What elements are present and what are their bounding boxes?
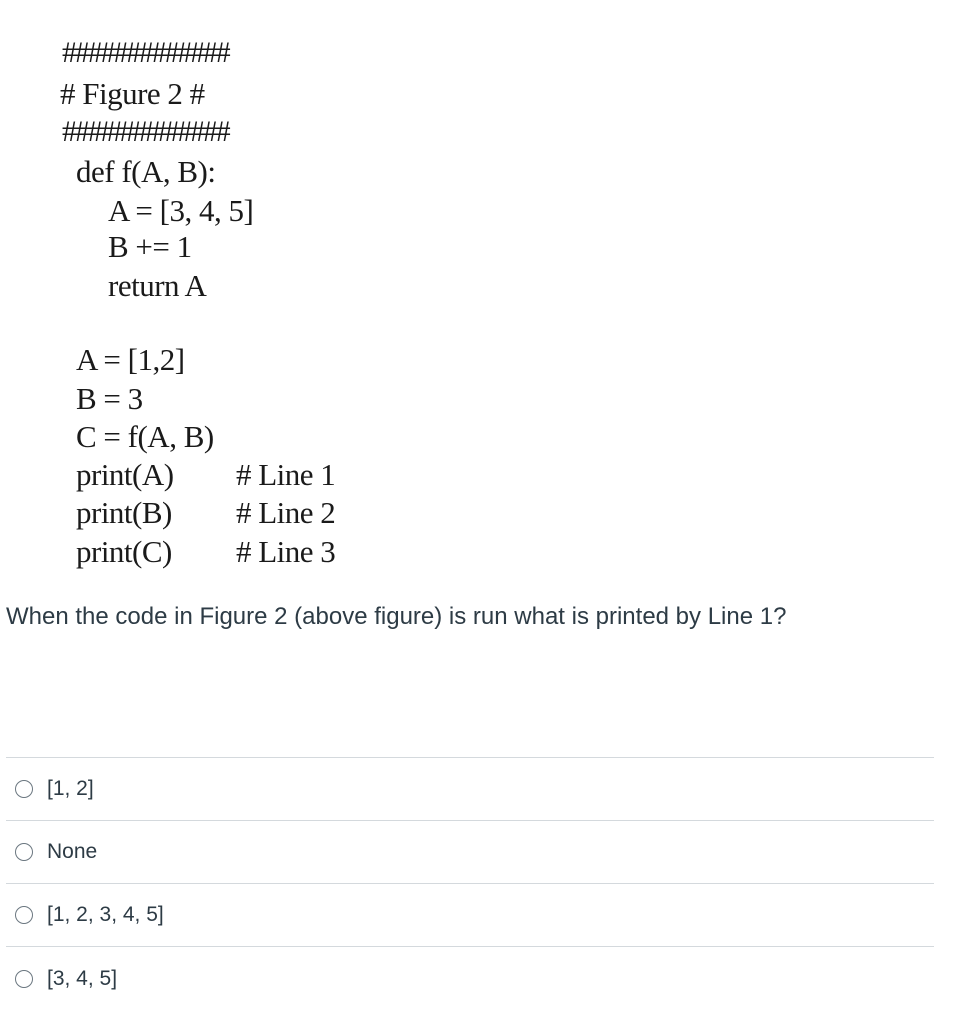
- code-comment-line-3: # Line 3: [236, 534, 336, 569]
- answer-label: [1, 2]: [47, 777, 94, 800]
- code-comment-line-2: # Line 2: [236, 495, 336, 530]
- code-line-print-a: print(A): [76, 457, 174, 492]
- code-line-hash-border-bottom: #############: [62, 115, 229, 148]
- code-line-assign-b: B = 3: [76, 381, 143, 416]
- answer-label: None: [47, 840, 98, 863]
- code-line-assign-a: A = [1,2]: [76, 342, 185, 377]
- answer-option[interactable]: [6, 946, 934, 1010]
- answer-option[interactable]: [6, 820, 934, 883]
- question-text: When the code in Figure 2 (above figure) is run what is printed by Line 1?: [6, 603, 787, 630]
- code-line-assign-a-in-func: A = [3, 4, 5]: [108, 193, 254, 228]
- answer-label: [3, 4, 5]: [47, 966, 118, 990]
- code-comment-line-1: # Line 1: [236, 457, 336, 492]
- code-line-def: def f(A, B):: [76, 154, 216, 189]
- code-line-print-c: print(C): [76, 534, 172, 569]
- code-line-print-b: print(B): [76, 495, 172, 530]
- radio-button-icon[interactable]: [15, 970, 33, 988]
- radio-button-icon[interactable]: [15, 906, 33, 924]
- code-line-figure-title: # Figure 2 #: [60, 76, 205, 111]
- code-line-hash-border-top: #############: [62, 36, 229, 69]
- answer-list: [6, 757, 934, 1010]
- answer-option[interactable]: [6, 883, 934, 946]
- radio-button-icon[interactable]: [15, 780, 33, 798]
- code-line-return: return A: [108, 268, 207, 303]
- code-line-assign-c: C = f(A, B): [76, 419, 214, 454]
- answer-label: [1, 2, 3, 4, 5]: [47, 903, 164, 926]
- radio-button-icon[interactable]: [15, 843, 33, 861]
- answer-option[interactable]: [6, 757, 934, 820]
- code-line-increment-b: B += 1: [108, 229, 192, 264]
